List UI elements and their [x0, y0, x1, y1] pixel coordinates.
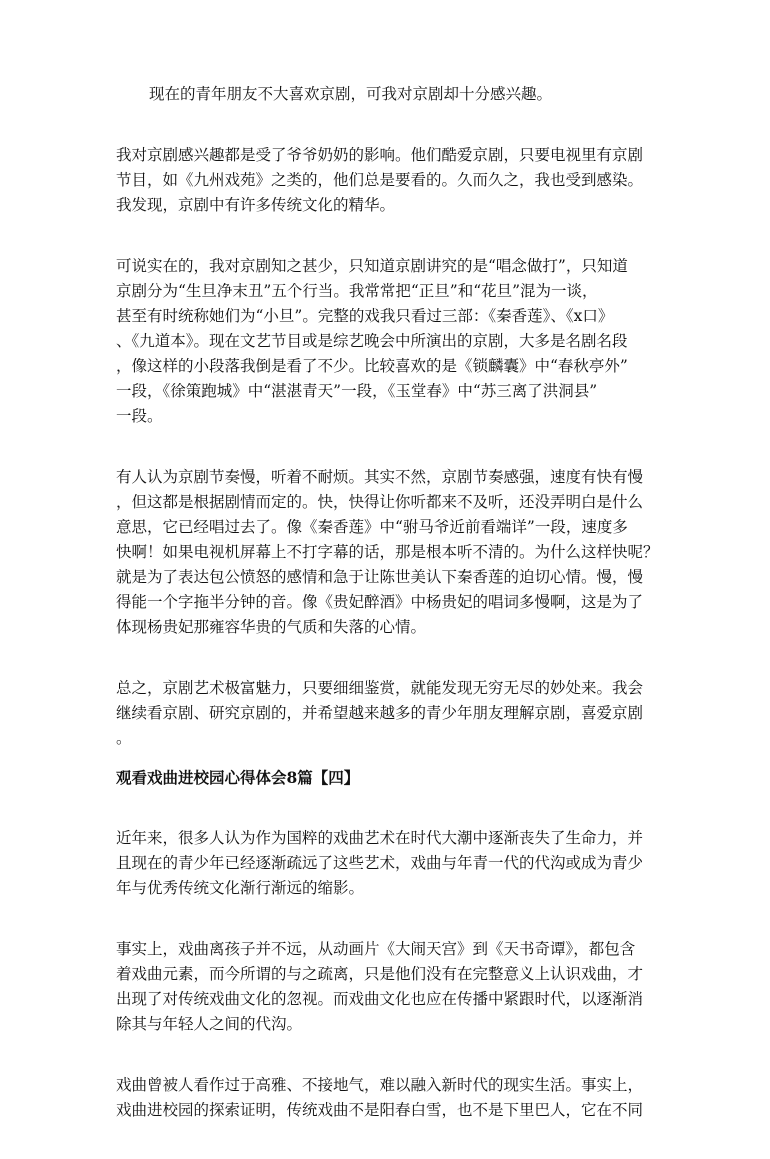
paragraph-conclusion: [116, 676, 656, 751]
text-line: 着戏曲元素，而今所谓的与之疏离，只是他们没有在完整意义上认识戏曲，才: [116, 965, 644, 983]
text-line: 继续看京剧、研究京剧的，并希望越来越多的青少年朋友理解京剧，喜爱京剧: [116, 704, 644, 722]
text-line: 现在的青年朋友不大喜欢京剧，可我对京剧却十分感兴趣。: [149, 85, 553, 103]
text-line: 总之，京剧艺术极富魅力，只要细细鉴赏，就能发现无穷无尽的妙处来。我会: [116, 679, 644, 697]
text-line: ，但这都是根据剧情而定的。快，快得让你听都来不及听，还没弄明白是什么: [116, 493, 644, 511]
paragraph-recent-years: [116, 826, 656, 901]
text-line: 。: [116, 729, 132, 747]
text-line: 且现在的青少年已经逐渐疏远了这些艺术，戏曲与年青一代的代沟或成为青少: [116, 854, 644, 872]
text-line: 可说实在的，我对京剧知之甚少，只知道京剧讲究的是“唱念做打”，只知道: [116, 257, 628, 275]
paragraph-rhythm: [116, 465, 659, 640]
document-page: [116, 82, 659, 1159]
text-line: 、《九道本》。现在文艺节目或是综艺晚会中所演出的京剧，大多是名剧名段: [116, 332, 628, 350]
text-line: 节目，如《九州戏苑》之类的，他们总是要看的。久而久之，我也受到感染。: [116, 171, 644, 189]
text-line: 体现杨贵妃那雍容华贵的气质和失落的心情。: [116, 618, 427, 636]
section-heading: 观看戏曲进校园心得体会8篇【四】: [116, 768, 360, 787]
paragraph-grandparents: [116, 143, 656, 218]
text-line: 京剧分为“生旦净末丑”五个行当。我常常把“正旦”和“花旦”混为一谈，: [116, 282, 598, 300]
text-line: 得能一个字拖半分钟的音。像《贵妃醉酒》中杨贵妃的唱词多慢啊，这是为了: [116, 593, 644, 611]
text-line: 近年来，很多人认为作为国粹的戏曲艺术在时代大潮中逐渐丧失了生命力，并: [116, 829, 644, 847]
text-line: 出现了对传统戏曲文化的忽视。而戏曲文化也应在传播中紧跟时代，以逐渐消: [116, 990, 644, 1008]
paragraph-intro: [116, 82, 656, 107]
text-line: 一段，《徐策跑城》中“湛湛青天”一段，《玉堂春》中“苏三离了洪洞县”: [116, 382, 598, 400]
text-line: 年与优秀传统文化渐行渐远的缩影。: [116, 879, 365, 897]
text-line: ，像这样的小段落我倒是看了不少。比较喜欢的是《锁麟囊》中“春秋亭外”: [116, 357, 628, 375]
text-line: 我对京剧感兴趣都是受了爷爷奶奶的影响。他们酷爱京剧，只要电视里有京剧: [116, 146, 644, 164]
text-line: 事实上，戏曲离孩子并不远，从动画片《大闹天宫》到《天书奇谭》，都包含: [116, 940, 636, 958]
paragraph-opera-perception: [116, 1073, 656, 1123]
text-line: 有人认为京剧节奏慢，听着不耐烦。其实不然，京剧节奏感强，速度有快有慢: [116, 468, 644, 486]
text-line: 快啊！如果电视机屏幕上不打字幕的话，那是根本听不清的。为什么这样快呢？: [116, 543, 659, 561]
paragraph-in-fact: [116, 937, 656, 1037]
text-line: 就是为了表达包公愤怒的感情和急于让陈世美认下秦香莲的迫切心情。慢，慢: [116, 568, 644, 586]
text-line: 除其与年轻人之间的代沟。: [116, 1015, 303, 1033]
paragraph-knowledge: [116, 254, 656, 429]
text-line: 我发现，京剧中有许多传统文化的精华。: [116, 196, 396, 214]
text-line: 戏曲曾被人看作过于高雅、不接地气，难以融入新时代的现实生活。事实上，: [116, 1076, 644, 1094]
text-line: 戏曲进校园的探索证明，传统戏曲不是阳春白雪，也不是下里巴人，它在不同: [116, 1101, 644, 1119]
text-line: 意思，它已经唱过去了。像《秦香莲》中“驸马爷近前看端详”一段，速度多: [116, 518, 628, 536]
text-line: 一段。: [116, 407, 163, 425]
text-line: 甚至有时统称她们为“小旦”。完整的戏我只看过三部：《秦香莲》、《x口》: [116, 307, 614, 325]
